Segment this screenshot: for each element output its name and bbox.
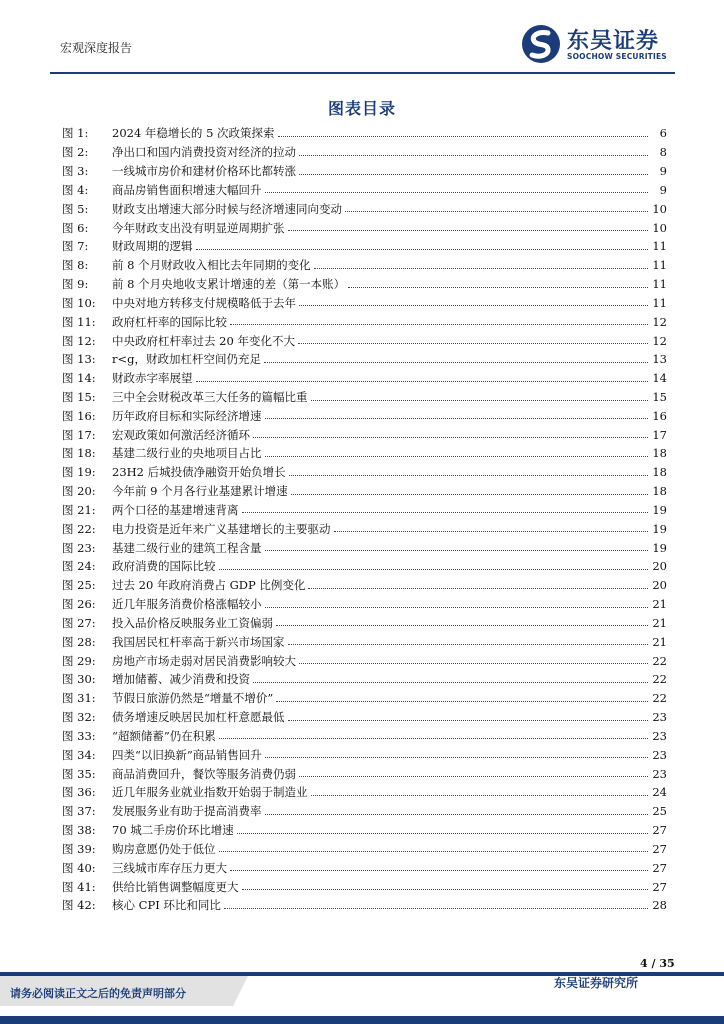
toc-page-number: 25 xyxy=(652,804,667,819)
toc-row[interactable] xyxy=(62,425,667,444)
toc-page-number: 18 xyxy=(652,465,667,480)
toc-figure-title: 三线城市库存压力更大 xyxy=(112,860,227,875)
logo-text-en: SOOCHOW SECURITIES xyxy=(567,52,667,61)
footer-institute: 东吴证券研究所 xyxy=(554,976,639,990)
toc-page-number: 6 xyxy=(659,126,667,141)
toc-page-number: 27 xyxy=(652,823,667,838)
toc-leader-dots xyxy=(289,475,648,476)
toc-figure-label: 图 34: xyxy=(62,747,96,762)
toc-figure-label: 图 41: xyxy=(62,879,96,894)
toc-figure-label: 图 18: xyxy=(62,446,96,461)
toc-page-number: 21 xyxy=(652,634,667,649)
toc-page-number: 11 xyxy=(652,295,667,310)
toc-row[interactable] xyxy=(62,595,667,614)
toc-row[interactable] xyxy=(62,275,667,294)
toc-page-number: 19 xyxy=(652,540,667,555)
toc-page-number: 24 xyxy=(652,785,667,800)
toc-leader-dots xyxy=(299,305,648,306)
toc-leader-dots xyxy=(299,174,648,175)
toc-leader-dots xyxy=(253,682,648,683)
toc-figure-title: 前 8 个月财政收入相比去年同期的变化 xyxy=(112,258,311,273)
toc-figure-title: 财政支出增速大部分时候与经济增速同向变动 xyxy=(112,201,342,216)
toc-leader-dots xyxy=(265,192,649,193)
toc-figure-title: 核心 CPI 环比和同比 xyxy=(112,898,221,913)
toc-leader-dots xyxy=(298,343,648,344)
toc-page-number: 16 xyxy=(652,408,667,423)
toc-row[interactable] xyxy=(62,708,667,727)
toc-leader-dots xyxy=(196,249,649,250)
toc-page-number: 27 xyxy=(652,860,667,875)
toc-title: 图表目录 xyxy=(327,99,396,118)
toc-page-number: 18 xyxy=(652,446,667,461)
toc-leader-dots xyxy=(265,418,649,419)
toc-page-number: 9 xyxy=(659,182,667,197)
toc-row[interactable] xyxy=(62,124,667,143)
toc-figure-label: 图 31: xyxy=(62,691,96,706)
toc-row[interactable] xyxy=(62,858,667,877)
toc-page-number: 19 xyxy=(652,502,667,517)
header-rule xyxy=(50,72,675,74)
toc-list xyxy=(62,124,667,915)
footer-disclaimer: 请务必阅读正文之后的免责声明部分 xyxy=(10,987,186,1000)
toc-figure-title: 宏观政策如何激活经济循环 xyxy=(112,427,250,442)
toc-row[interactable] xyxy=(62,783,667,802)
toc-figure-title: 历年政府目标和实际经济增速 xyxy=(112,408,262,423)
toc-figure-label: 图 33: xyxy=(62,728,96,743)
toc-figure-label: 图 7: xyxy=(62,239,89,254)
toc-figure-label: 图 30: xyxy=(62,672,96,687)
toc-figure-label: 图 9: xyxy=(62,277,89,292)
toc-figure-label: 图 1: xyxy=(62,126,89,141)
toc-figure-label: 图 3: xyxy=(62,164,89,179)
toc-figure-title: 商品房销售面积增速大幅回升 xyxy=(112,182,262,197)
toc-figure-label: 图 32: xyxy=(62,710,96,725)
toc-figure-title: 增加储蓄、减少消费和投资 xyxy=(112,672,250,687)
toc-row[interactable] xyxy=(62,444,667,463)
toc-row[interactable] xyxy=(62,312,667,331)
toc-row[interactable] xyxy=(62,557,667,576)
toc-leader-dots xyxy=(299,776,648,777)
toc-leader-dots xyxy=(237,833,648,834)
toc-page-number: 23 xyxy=(652,747,667,762)
toc-page-number: 10 xyxy=(652,220,667,235)
toc-figure-title: 前 8 个月央地收支累计增速的差（第一本账） xyxy=(112,277,346,292)
toc-figure-title: 23H2 后城投债净融资开始负增长 xyxy=(112,465,286,480)
toc-figure-title: r<g，财政加杠杆空间仍充足 xyxy=(112,352,261,367)
toc-page-number: 18 xyxy=(652,484,667,499)
toc-page-number: 19 xyxy=(652,521,667,536)
toc-figure-title: 净出口和国内消费投资对经济的拉动 xyxy=(112,145,296,160)
toc-figure-label: 图 17: xyxy=(62,427,96,442)
toc-figure-label: 图 11: xyxy=(62,314,96,329)
toc-leader-dots xyxy=(219,738,648,739)
toc-row[interactable] xyxy=(62,821,667,840)
toc-row[interactable] xyxy=(62,745,667,764)
toc-leader-dots xyxy=(219,851,649,852)
toc-row[interactable] xyxy=(62,463,667,482)
logo-text-cn: 东吴证券 xyxy=(567,29,660,54)
toc-row[interactable] xyxy=(62,293,667,312)
toc-leader-dots xyxy=(288,230,649,231)
toc-leader-dots xyxy=(276,701,648,702)
toc-figure-title: 三中全会财税改革三大任务的篇幅比重 xyxy=(112,390,308,404)
toc-row[interactable] xyxy=(62,614,667,633)
toc-figure-title: 节假日旅游仍然是“增量不增价” xyxy=(112,691,274,706)
toc-page-number: 28 xyxy=(652,898,667,913)
toc-row[interactable] xyxy=(62,501,667,520)
toc-figure-label: 图 28: xyxy=(62,634,96,649)
report-type-label: 宏观深度报告 xyxy=(60,41,133,55)
toc-leader-dots xyxy=(276,625,648,626)
toc-figure-title: 两个口径的基建增速背离 xyxy=(112,502,239,517)
toc-page-number: 12 xyxy=(652,314,667,329)
toc-leader-dots xyxy=(299,155,648,156)
toc-leader-dots xyxy=(230,870,648,871)
toc-page-number: 20 xyxy=(652,578,667,593)
toc-row[interactable] xyxy=(62,162,667,181)
toc-figure-title: 商品消费回升，餐饮等服务消费仍弱 xyxy=(112,766,296,781)
toc-row[interactable] xyxy=(62,331,667,350)
toc-figure-title: 购房意愿仍处于低位 xyxy=(112,841,216,856)
toc-leader-dots xyxy=(265,607,649,608)
toc-leader-dots xyxy=(348,287,648,288)
toc-leader-dots xyxy=(288,720,649,721)
toc-row[interactable] xyxy=(62,218,667,237)
toc-figure-title: 供给比销售调整幅度更大 xyxy=(112,879,239,894)
toc-figure-label: 图 37: xyxy=(62,804,96,819)
toc-row[interactable] xyxy=(62,632,667,651)
toc-figure-label: 图 36: xyxy=(62,785,96,800)
toc-leader-dots xyxy=(224,908,648,909)
toc-figure-title: 基建二级行业的央地项目占比 xyxy=(112,446,262,461)
toc-figure-label: 图 13: xyxy=(62,352,96,367)
toc-figure-title: 今年前 9 个月各行业基建累计增速 xyxy=(112,484,288,499)
toc-leader-dots xyxy=(219,569,649,570)
toc-leader-dots xyxy=(291,494,648,495)
toc-leader-dots xyxy=(265,757,648,758)
toc-row[interactable] xyxy=(62,199,667,218)
toc-figure-title: 一线城市房价和建材价格环比都转涨 xyxy=(112,164,296,179)
toc-figure-title: 近几年服务消费价格涨幅较小 xyxy=(112,597,262,612)
toc-page-number: 23 xyxy=(652,710,667,725)
toc-row[interactable] xyxy=(62,350,667,369)
toc-leader-dots xyxy=(264,362,648,363)
bottom-bar xyxy=(0,1016,724,1024)
toc-figure-label: 图 14: xyxy=(62,371,96,386)
toc-row[interactable] xyxy=(62,896,667,915)
toc-page-number: 23 xyxy=(652,766,667,781)
toc-figure-label: 图 23: xyxy=(62,540,96,555)
toc-figure-label: 图 5: xyxy=(62,201,89,216)
toc-row[interactable] xyxy=(62,369,667,388)
toc-leader-dots xyxy=(196,381,649,382)
toc-row[interactable] xyxy=(62,764,667,783)
toc-figure-label: 图 40: xyxy=(62,860,96,875)
toc-page-number: 11 xyxy=(652,258,667,273)
toc-figure-title: 70 城二手房价环比增速 xyxy=(112,823,234,838)
toc-page-number: 13 xyxy=(652,352,667,367)
toc-page-number: 21 xyxy=(652,615,667,630)
toc-figure-title: 政府杠杆率的国际比较 xyxy=(112,314,227,329)
toc-page-number: 8 xyxy=(659,145,667,160)
toc-leader-dots xyxy=(288,644,649,645)
toc-figure-label: 图 39: xyxy=(62,841,96,856)
toc-row[interactable] xyxy=(62,482,667,501)
toc-figure-label: 图 24: xyxy=(62,559,96,574)
toc-page-number: 11 xyxy=(652,277,667,292)
toc-figure-title: 今年财政支出没有明显逆周期扩张 xyxy=(112,220,285,235)
toc-page-number: 27 xyxy=(652,841,667,856)
toc-figure-label: 图 8: xyxy=(62,258,89,273)
toc-leader-dots xyxy=(314,268,648,269)
toc-figure-title: 发展服务业有助于提高消费率 xyxy=(112,804,262,819)
soochow-logo-icon xyxy=(521,24,561,64)
toc-leader-dots xyxy=(345,211,648,212)
toc-figure-label: 图 4: xyxy=(62,182,89,197)
toc-figure-label: 图 10: xyxy=(62,295,96,310)
toc-row[interactable] xyxy=(62,406,667,425)
toc-leader-dots xyxy=(308,588,648,589)
toc-page-number: 10 xyxy=(652,201,667,216)
toc-page-number: 22 xyxy=(652,672,667,687)
toc-figure-title: 中央政府杠杆率过去 20 年变化不大 xyxy=(112,333,295,348)
toc-row[interactable] xyxy=(62,237,667,256)
page-number: 4 / 35 xyxy=(640,957,675,970)
toc-figure-title: 投入品价格反映服务业工资偏弱 xyxy=(112,615,273,630)
toc-page-number: 11 xyxy=(652,239,667,254)
toc-row[interactable] xyxy=(62,256,667,275)
toc-page-number: 27 xyxy=(652,879,667,894)
toc-page-number: 20 xyxy=(652,559,667,574)
toc-figure-title: 近几年服务业就业指数开始弱于制造业 xyxy=(112,785,308,800)
toc-page-number: 22 xyxy=(652,653,667,668)
toc-page-number: 21 xyxy=(652,597,667,612)
toc-leader-dots xyxy=(311,795,649,796)
toc-figure-label: 图 29: xyxy=(62,653,96,668)
toc-leader-dots xyxy=(242,512,649,513)
toc-leader-dots xyxy=(299,663,648,664)
toc-row[interactable] xyxy=(62,576,667,595)
toc-figure-title: 四类“以旧换新”商品销售回升 xyxy=(112,747,262,762)
toc-row[interactable] xyxy=(62,180,667,199)
toc-leader-dots xyxy=(265,814,649,815)
toc-page-number: 14 xyxy=(652,371,667,386)
toc-leader-dots xyxy=(278,136,648,137)
toc-leader-dots xyxy=(311,400,649,401)
toc-row[interactable] xyxy=(62,802,667,821)
toc-row[interactable] xyxy=(62,651,667,670)
toc-row[interactable] xyxy=(62,538,667,557)
toc-figure-title: 房地产市场走弱对居民消费影响较大 xyxy=(112,653,296,668)
toc-figure-label: 图 2: xyxy=(62,145,89,160)
toc-leader-dots xyxy=(334,531,649,532)
toc-figure-label: 图 20: xyxy=(62,484,96,499)
toc-figure-label: 图 22: xyxy=(62,521,96,536)
toc-page-number: 12 xyxy=(652,333,667,348)
toc-leader-dots xyxy=(265,456,649,457)
toc-figure-label: 图 38: xyxy=(62,823,96,838)
toc-figure-title: 2024 年稳增长的 5 次政策探索 xyxy=(112,126,275,141)
toc-figure-label: 图 6: xyxy=(62,220,89,235)
toc-figure-title: 财政周期的逻辑 xyxy=(112,239,193,254)
toc-figure-title: 政府消费的国际比较 xyxy=(112,559,216,574)
toc-figure-label: 图 21: xyxy=(62,502,96,517)
toc-figure-title: 我国居民杠杆率高于新兴市场国家 xyxy=(112,634,285,649)
toc-page-number: 9 xyxy=(659,164,667,179)
toc-row[interactable] xyxy=(62,839,667,858)
brand-logo xyxy=(521,24,681,66)
toc-figure-label: 图 19: xyxy=(62,465,96,480)
toc-figure-title: 电力投资是近年来广义基建增长的主要驱动 xyxy=(112,521,331,536)
toc-figure-title: 中央对地方转移支付规模略低于去年 xyxy=(112,295,296,310)
toc-figure-label: 图 27: xyxy=(62,615,96,630)
toc-figure-label: 图 12: xyxy=(62,333,96,348)
toc-figure-title: 债务增速反映居民加杠杆意愿最低 xyxy=(112,710,285,725)
toc-page-number: 15 xyxy=(652,390,667,404)
toc-page-number: 17 xyxy=(652,427,667,442)
toc-figure-label: 图 25: xyxy=(62,578,96,593)
toc-figure-label: 图 26: xyxy=(62,597,96,612)
toc-figure-title: 基建二级行业的建筑工程含量 xyxy=(112,540,262,555)
toc-figure-title: “超额储蓄”仍在积累 xyxy=(112,728,216,743)
toc-figure-label: 图 15: xyxy=(62,390,96,404)
toc-row[interactable] xyxy=(62,689,667,708)
toc-figure-title: 财政赤字率展望 xyxy=(112,371,193,386)
toc-row[interactable] xyxy=(62,519,667,538)
toc-figure-label: 图 35: xyxy=(62,766,96,781)
toc-leader-dots xyxy=(265,550,649,551)
toc-figure-label: 图 16: xyxy=(62,408,96,423)
toc-leader-dots xyxy=(253,437,648,438)
toc-row[interactable] xyxy=(62,143,667,162)
toc-figure-label: 图 42: xyxy=(62,898,96,913)
toc-leader-dots xyxy=(242,889,649,890)
toc-row[interactable] xyxy=(62,670,667,689)
toc-leader-dots xyxy=(230,324,648,325)
toc-row[interactable] xyxy=(62,877,667,896)
toc-page-number: 23 xyxy=(652,728,667,743)
toc-row[interactable] xyxy=(62,388,667,407)
toc-page-number: 22 xyxy=(652,691,667,706)
toc-row[interactable] xyxy=(62,727,667,746)
toc-figure-title: 过去 20 年政府消费占 GDP 比例变化 xyxy=(112,578,306,593)
